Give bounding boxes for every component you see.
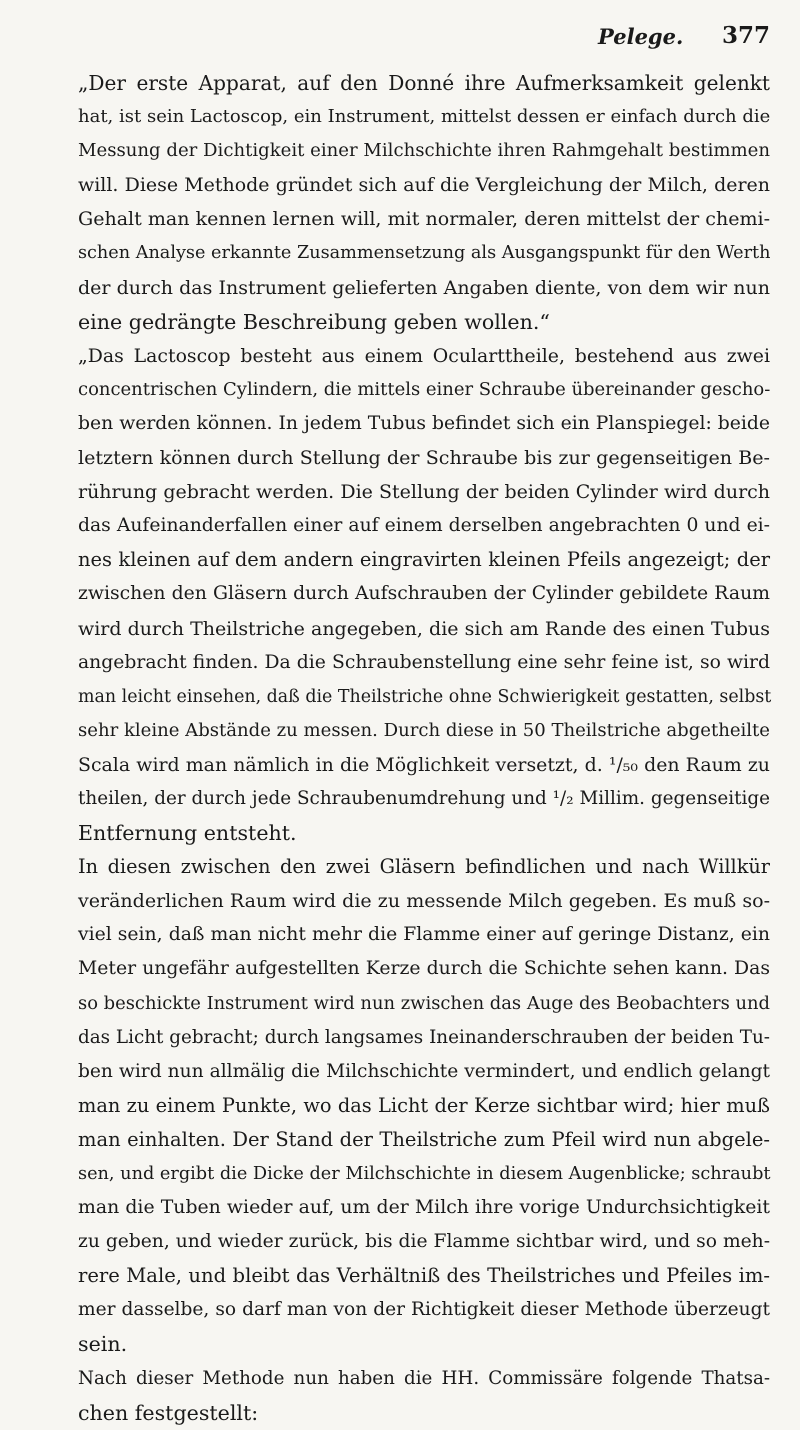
- text-line: Gehalt man kennen lernen will, mit normaler, deren mittelst der chemi-: [78, 208, 770, 231]
- paragraph-2: [48, 339, 770, 850]
- text-line: das Aufeinanderfallen einer auf einem derselben angebrachten 0 und ei-: [78, 515, 770, 537]
- text-line: das Licht gebracht; durch langsames Ineinanderschrauben der beiden Tu-: [78, 1026, 770, 1048]
- text-line: „Das Lactoscop besteht aus einem Ocularttheile, bestehend aus zwei: [78, 344, 770, 367]
- text-line: so beschickte Instrument wird nun zwischen das Auge des Beobachters und: [78, 992, 770, 1014]
- text-line: „Der erste Apparat, auf den Donné ihre Aufmerksamkeit gelenkt: [78, 71, 770, 95]
- page-number: 377: [721, 22, 770, 49]
- text-line: schen Analyse erkannte Zusammensetzung als Ausgangspunkt für den Werth: [78, 243, 771, 264]
- text-line: man leicht einsehen, daß die Theilstriche ohne Schwierigkeit gestatten, selbst: [78, 686, 772, 707]
- text-line: theilen, der durch jede Schraubenumdrehung und ¹/₂ Millim. gegenseitige: [78, 787, 770, 809]
- paragraph-3: [48, 850, 770, 1361]
- text-line: der durch das Instrument gelieferten Angaben diente, von dem wir nun: [78, 276, 770, 299]
- text-line: ben wird nun allmälig die Milchschichte vermindert, und endlich gelangt: [78, 1060, 770, 1082]
- text-line: will. Diese Methode gründet sich auf die Vergleichung der Milch, deren: [78, 174, 770, 197]
- text-line: nes kleinen auf dem andern eingravirten kleinen Pfeils angezeigt; der: [78, 548, 770, 572]
- text-line: chen festgestellt:: [78, 1400, 259, 1425]
- text-line: concentrischen Cylindern, die mittels einer Schraube übereinander gescho-: [78, 378, 771, 400]
- text-line: Scala wird man nämlich in die Möglichkeit versetzt, d. ¹/₅₀ den Raum zu: [78, 753, 770, 776]
- text-line: mer dasselbe, so darf man von der Richtigkeit dieser Methode überzeugt: [78, 1299, 770, 1321]
- text-line: sehr kleine Abstände zu messen. Durch diese in 50 Theilstriche abgetheilte: [78, 719, 770, 741]
- text-line: Nach dieser Methode nun haben die HH. Commissäre folgende Thatsa-: [78, 1367, 770, 1389]
- text-line: zu geben, und wieder zurück, bis die Flamme sichtbar wird, und so meh-: [78, 1231, 770, 1253]
- text-line: Entfernung entsteht.: [78, 821, 297, 846]
- text-line: viel sein, daß man nicht mehr die Flamme einer auf geringe Distanz, ein: [78, 924, 770, 946]
- page-content: [48, 10, 770, 1430]
- text-line: sein.: [78, 1332, 128, 1357]
- running-header: [48, 10, 770, 66]
- paragraph-1: [48, 66, 770, 339]
- text-line: sen, und ergibt die Dicke der Milchschichte in diesem Augenblicke; schraubt: [78, 1164, 771, 1184]
- text-line: letztern können durch Stellung der Schraube bis zur gegenseitigen Be-: [78, 447, 770, 470]
- text-line: rere Male, und bleibt das Verhältniß des Theilstriches und Pfeiles im-: [78, 1264, 770, 1288]
- text-line: ben werden können. In jedem Tubus befindet sich ein Planspiegel: beide: [78, 412, 770, 434]
- text-line: rührung gebracht werden. Die Stellung der beiden Cylinder wird durch: [78, 481, 770, 504]
- text-line: man die Tuben wieder auf, um der Milch ihre vorige Undurchsichtigkeit: [78, 1197, 770, 1219]
- text-line: man einhalten. Der Stand der Theilstriche zum Pfeil wird nun abgele-: [78, 1127, 770, 1151]
- text-line: man zu einem Punkte, wo das Licht der Kerze sichtbar wird; hier muß: [78, 1093, 770, 1117]
- text-line: In diesen zwischen den zwei Gläsern befindlichen und nach Willkür: [78, 855, 770, 879]
- text-line: zwischen den Gläsern durch Aufschrauben der Cylinder gebildete Raum: [78, 583, 770, 605]
- running-title: Pelege.: [598, 24, 684, 49]
- text-line: hat, ist sein Lactoscop, ein Instrument, mittelst dessen er einfach durch die: [78, 106, 771, 128]
- text-line: Meter ungefähr aufgestellten Kerze durch die Schichte sehen kann. Das: [78, 958, 770, 980]
- text-line: wird durch Theilstriche angegeben, die sich am Rande des einen Tubus: [78, 617, 770, 640]
- text-line: veränderlichen Raum wird die zu messende Milch gegeben. Es muß so-: [78, 890, 770, 913]
- text-line: eine gedrängte Beschreibung geben wollen.“: [78, 309, 550, 334]
- paragraph-4: [48, 1362, 770, 1430]
- text-line: angebracht finden. Da die Schraubenstellung eine sehr feine ist, so wird: [78, 651, 770, 673]
- text-line: Messung der Dichtigkeit einer Milchschichte ihren Rahmgehalt bestimmen: [78, 140, 770, 162]
